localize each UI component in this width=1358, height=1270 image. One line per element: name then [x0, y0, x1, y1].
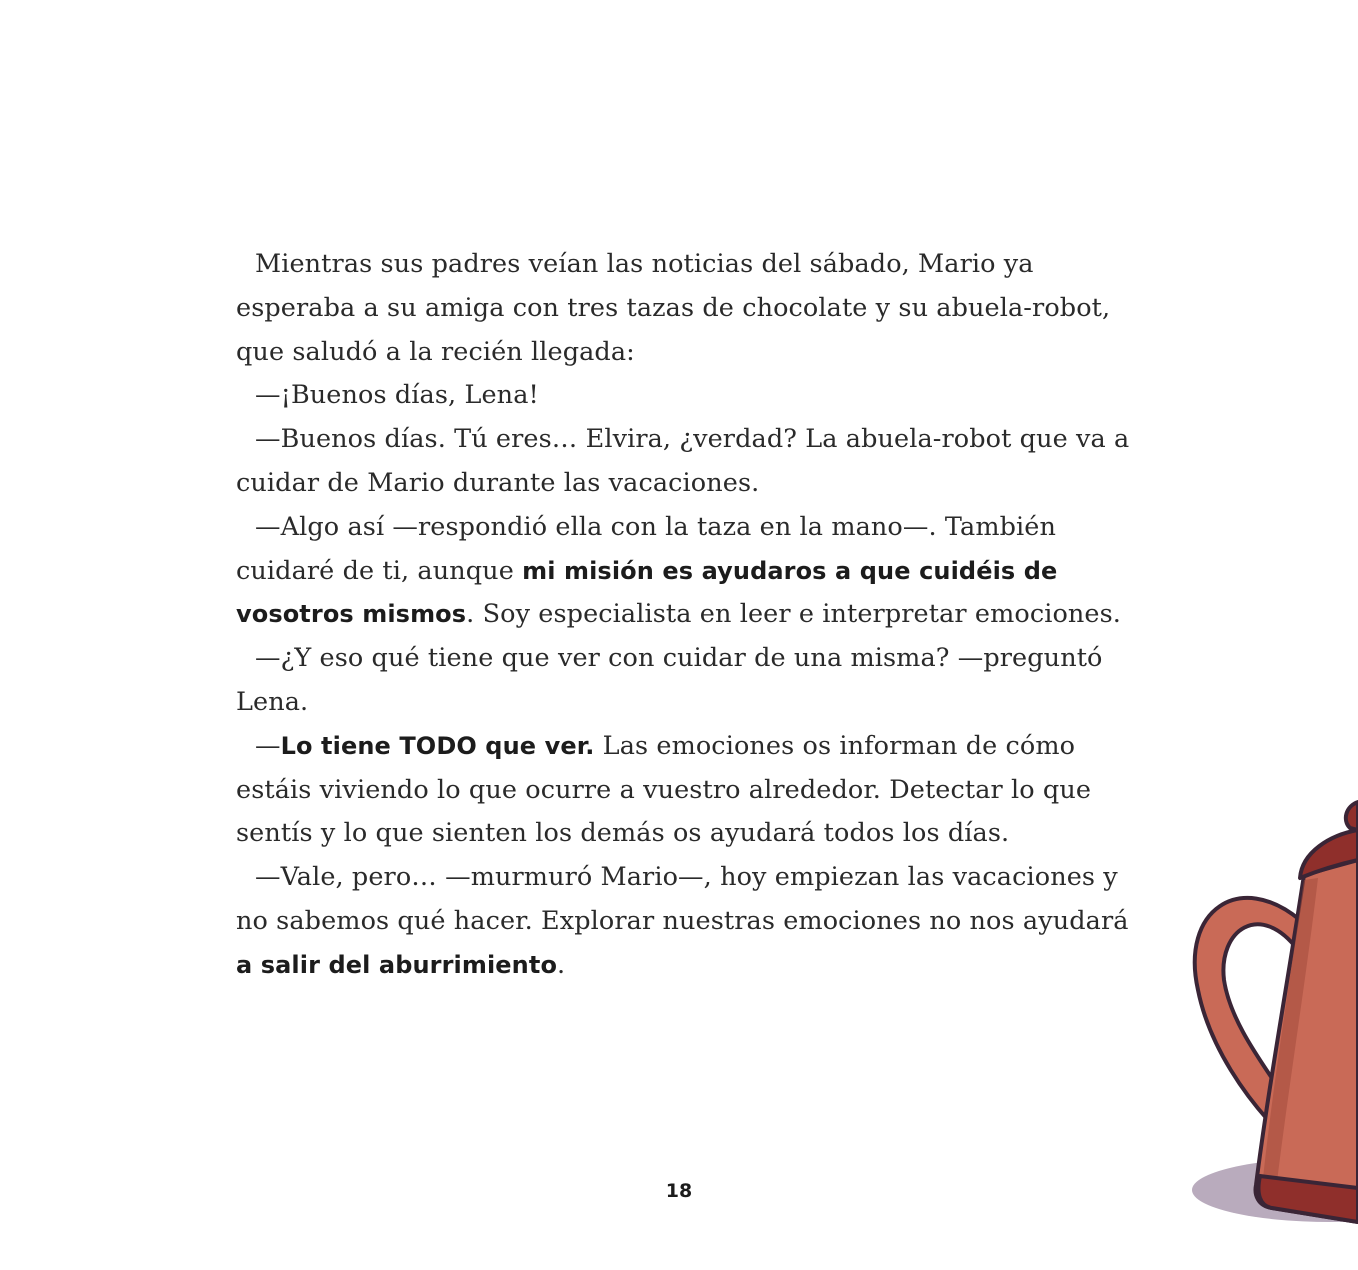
teapot-illustration [1180, 790, 1358, 1230]
page-number: 18 [665, 1180, 693, 1202]
teapot-lid-knob [1346, 802, 1358, 830]
paragraph-6-text-end: Las emociones os informan de cómo estáis viviendo lo que ocurre a vuestro alrededor. Detectar lo que sentís y lo que sienten los demás os ayudará todos los días. [236, 730, 1092, 849]
paragraph-2 [236, 374, 1136, 418]
paragraph-7-text: —Vale, pero… —murmuró Mario—, hoy empiezan las vacaciones y no sabemos qué hacer. Explorar nuestras emociones no nos ayudará [236, 862, 1129, 936]
paragraph-1 [236, 243, 1136, 374]
paragraph-3 [236, 418, 1136, 506]
paragraph-7-highlight: a salir del aburrimiento [236, 950, 558, 979]
paragraph-6-highlight: Lo tiene TODO que ver. [280, 731, 595, 760]
story-text [236, 243, 1136, 988]
paragraph-1-text: Mientras sus padres veían las noticias del sábado, Mario ya esperaba a su amiga con tres tazas de chocolate y su abuela-robot, que saludó a la recién llegada: [236, 249, 1111, 367]
paragraph-4-text-end: . Soy especialista en leer e interpretar emociones. [466, 599, 1122, 630]
paragraph-6-dash: — [255, 730, 281, 761]
paragraph-4-highlight: mi misión es ayudaros a que cuidéis de vosotros mismos [236, 556, 1058, 629]
paragraph-4-text: —Algo así —respondió ella con la taza en la mano—. También cuidaré de ti, aunque [236, 511, 1056, 586]
paragraph-3-text: —Buenos días. Tú eres… Elvira, ¿verdad? La abuela-robot que va a cuidar de Mario durante las vacaciones. [236, 424, 1130, 498]
paragraph-2-text: —¡Buenos días, Lena! [255, 380, 539, 411]
teapot-icon [1180, 790, 1358, 1235]
paragraph-7-text-end: . [557, 949, 566, 980]
paragraph-6 [236, 725, 1136, 856]
paragraph-5 [236, 637, 1136, 725]
paragraph-4 [236, 506, 1136, 637]
paragraph-5-text: —¿Y eso qué tiene que ver con cuidar de una misma? —preguntó Lena. [236, 643, 1103, 717]
paragraph-7 [236, 856, 1136, 987]
